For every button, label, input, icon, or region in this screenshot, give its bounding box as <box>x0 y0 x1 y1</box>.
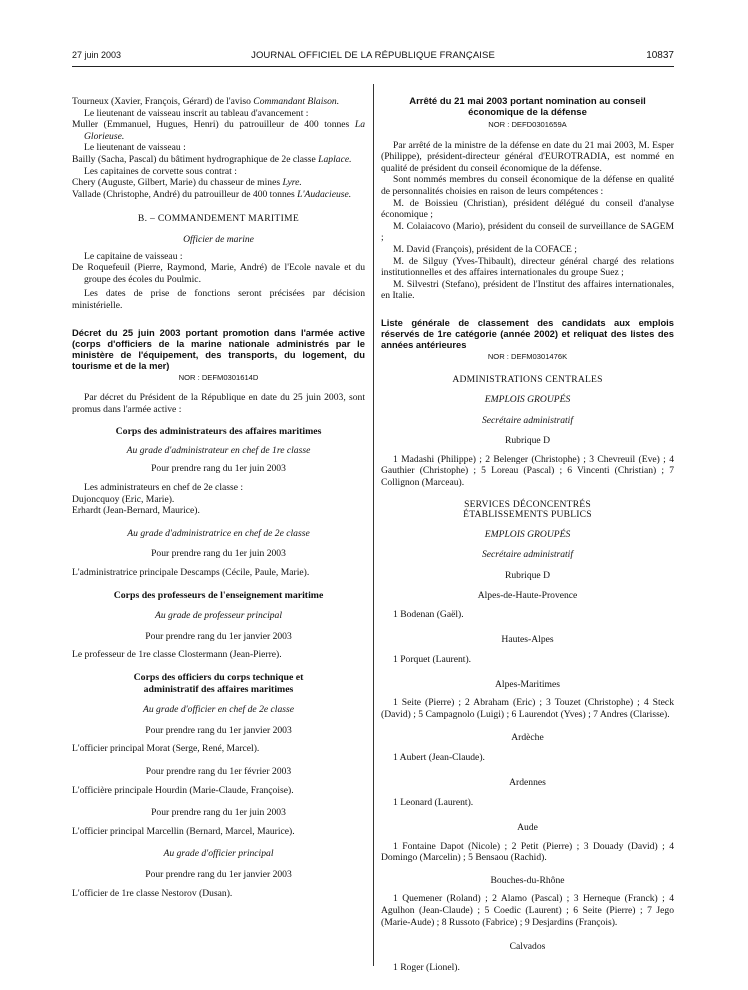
secretaire-admin-1: Secrétaire administratif <box>481 414 574 426</box>
corps-officiers-heading: Corps des officiers du corps technique et administratif des affaires maritimes <box>133 672 304 695</box>
rubrique-d-1: Rubrique D <box>504 435 551 447</box>
list-alpes-haute-provence: 1 Bodenan (Gaël). <box>393 609 464 621</box>
entry-nestorov: L'officier de 1re classe Nestorov (Dusan). <box>72 887 233 899</box>
entry-roquefeuil: De Roquefeuil (Pierre, Raymond, Marie, André) de l'Ecole navale et du groupe des écoles du Poulmic. <box>72 262 365 285</box>
liste-title: Liste générale de classement des candidats aux emplois réservés de 1re catégorie (année 2002) et reliquat des listes des années antérieures <box>381 316 674 350</box>
sont-nommes: Sont nommés membres du conseil économique de la défense en qualité de personnalités choisies en raison de leurs compétences : <box>381 174 674 197</box>
services-deconcentres-heading: SERVICES DÉCONCENTRÉS <box>464 498 591 510</box>
list-bouches-du-rhone: 1 Quemener (Roland) ; 2 Alamo (Pascal) ; 3 Herneque (Franck) ; 4 Agulhon (Jean-Claude) ; 5 Coedic (Laurent) ; 6 Seite (Pierre) ; 7 Jego (Marie-Aude) ; 8 Russoto (Fabrice) ; 9 Desjardins (François). <box>381 893 674 928</box>
rang-juin-1: Pour prendre rang du 1er juin 2003 <box>151 463 286 475</box>
dept-hautes-alpes: Hautes-Alpes <box>501 633 554 645</box>
member-silvestri: M. Silvestri (Stefano), président de l'Institut des affaires internationales, en Italie. <box>381 278 674 302</box>
arrete-title: Arrêté du 21 mai 2003 portant nomination au conseil économique de la défense <box>409 96 646 118</box>
decret-title: Décret du 25 juin 2003 portant promotion dans l'armée active (corps d'officiers de la marine nationale administrés par le ministère de l'équipement, des transports, du logement, du tourisme et de la mer) <box>72 326 365 371</box>
header-rule <box>72 66 674 67</box>
list-calvados: 1 Roger (Lionel). <box>393 961 460 973</box>
list-aude: 1 Fontaine Dapot (Nicole) ; 2 Petit (Pierre) ; 3 Douady (David) ; 4 Domingo (Marcelin) ; 5 Bensaou (Rachid). <box>381 840 674 864</box>
entry-chery: Chery (Auguste, Gilbert, Marie) du chasseur de mines Lyre. <box>72 177 302 189</box>
entry-tourneux: Tourneux (Xavier, François, Gérard) de l'aviso Commandant Blaison. <box>72 96 340 107</box>
member-silguy: M. de Silguy (Yves-Thibault), directeur général chargé des relations institutionnelles et des affaires internationales du groupe Suez ; <box>381 255 674 279</box>
emplois-groupes-2: EMPLOIS GROUPÉS <box>484 528 571 540</box>
entry-bailly: Bailly (Sacha, Pascal) du bâtiment hydrographique de 2e classe Laplace. <box>72 153 352 165</box>
dept-alpes-maritimes: Alpes-Maritimes <box>494 678 560 690</box>
page-number: 10837 <box>646 50 674 61</box>
rang-janvier-3: Pour prendre rang du 1er janvier 2003 <box>145 868 292 880</box>
emplois-groupes-1: EMPLOIS GROUPÉS <box>484 394 571 406</box>
grade-admin-1re: Au grade d'administrateur en chef de 1re classe <box>126 444 311 456</box>
list-ardeche: 1 Aubert (Jean-Claude). <box>393 752 485 764</box>
entry-vallade: Vallade (Christophe, André) du patrouilleur de 400 tonnes L'Audacieuse. <box>72 188 352 200</box>
dept-ardeche: Ardèche <box>511 731 544 743</box>
grade-officier-chef: Au grade d'officier en chef de 2e classe <box>143 704 294 716</box>
entry-erhardt: Erhardt (Jean-Bernard, Maurice). <box>72 505 200 517</box>
dept-calvados: Calvados <box>509 941 546 953</box>
label-lieutenant-avancement: Le lieutenant de vaisseau inscrit au tableau d'avancement : <box>84 107 309 119</box>
dates-prise-fonctions: Les dates de prise de fonctions seront précisées par décision ministérielle. <box>72 288 365 311</box>
member-boissieu: M. de Boissieu (Christian), président délégué du conseil d'analyse économique ; <box>381 197 674 221</box>
dept-ardennes: Ardennes <box>509 776 546 788</box>
member-david: M. David (François), président de la COFACE ; <box>393 243 577 255</box>
list-alpes-maritimes: 1 Seite (Pierre) ; 2 Abraham (Eric) ; 3 Touzet (Christophe) ; 4 Steck (David) ; 5 Campagnolo (Luigi) ; 6 Laurendot (Yves) ; 7 Andres (Clarisse). <box>381 697 674 720</box>
rubrique-d-2: Rubrique D <box>504 569 551 581</box>
right-column <box>381 96 674 973</box>
entry-muller: Muller (Emmanuel, Hugues, Henri) du patrouilleur de 400 tonnes La Glorieuse. <box>72 119 365 142</box>
member-colaiacovo: M. Colaiacovo (Mario), président du conseil de surveillance de SAGEM ; <box>381 220 674 244</box>
rang-janvier-2: Pour prendre rang du 1er janvier 2003 <box>145 724 292 736</box>
page-header <box>72 50 674 64</box>
list-hautes-alpes: 1 Porquet (Laurent). <box>393 654 472 666</box>
dept-bouches-du-rhone: Bouches-du-Rhône <box>490 874 565 886</box>
grade-officier-principal: Au grade d'officier principal <box>163 848 274 860</box>
entry-descamps: L'administratrice principale Descamps (Cécile, Paule, Marie). <box>72 567 310 579</box>
rang-juin-3: Pour prendre rang du 1er juin 2003 <box>151 807 286 819</box>
arrete-paragraph: Par arrêté de la ministre de la défense en date du 21 mai 2003, M. Esper (Philippe), président-directeur général d'EUROTRADIA, est nommé en qualité de président du conseil économique de la défense. <box>381 139 674 174</box>
section-heading-b: B. – COMMANDEMENT MARITIME <box>137 213 300 225</box>
grade-professeur: Au grade de professeur principal <box>154 610 282 622</box>
dept-aude: Aude <box>517 821 538 833</box>
label-capitaine-vaisseau: Le capitaine de vaisseau : <box>84 250 183 262</box>
list-centrales: 1 Madashi (Philippe) ; 2 Belenger (Christophe) ; 3 Chevreuil (Eve) ; 4 Gauthier (Christophe) ; 5 Loreau (Pascal) ; 6 Vincenti (Christian) ; 7 Collignon (Marceau). <box>381 453 674 489</box>
decret-nor: NOR : DEFM0301614D <box>178 372 259 382</box>
entry-hourdin: L'officière principale Hourdin (Marie-Claude, Françoise). <box>72 784 294 796</box>
corps-administrateurs-heading: Corps des administrateurs des affaires maritimes <box>115 426 322 438</box>
dept-alpes-haute-provence: Alpes-de-Haute-Provence <box>477 590 578 602</box>
entry-morat: L'officier principal Morat (Serge, René, Marcel). <box>72 743 260 755</box>
corps-professeurs-heading: Corps des professeurs de l'enseignement maritime <box>113 589 324 601</box>
list-ardennes: 1 Leonard (Laurent). <box>393 797 474 809</box>
secretaire-admin-2: Secrétaire administratif <box>481 549 574 561</box>
rang-juin-2: Pour prendre rang du 1er juin 2003 <box>151 548 286 560</box>
label-admins-2e: Les administrateurs en chef de 2e classe : <box>84 482 244 494</box>
etablissements-publics-heading: ÉTABLISSEMENTS PUBLICS <box>463 508 592 520</box>
label-capitaines-corvette: Les capitaines de corvette sous contrat : <box>84 165 237 177</box>
admin-centrales-heading: ADMINISTRATIONS CENTRALES <box>452 373 603 385</box>
header-date: 27 juin 2003 <box>72 50 122 60</box>
journal-title: JOURNAL OFFICIEL DE LA RÉPUBLIQUE FRANÇAISE <box>251 50 495 61</box>
rang-fevrier: Pour prendre rang du 1er février 2003 <box>145 765 292 777</box>
grade-admin-2e: Au grade d'administratrice en chef de 2e classe <box>127 527 310 539</box>
liste-nor: NOR : DEFM0301476K <box>487 351 568 361</box>
entry-marcellin: L'officier principal Marcellin (Bernard, Marcel, Maurice). <box>72 825 295 837</box>
entry-clostermann: Le professeur de 1re classe Clostermann (Jean-Pierre). <box>72 649 282 661</box>
entry-dujoncquoy: Dujoncquoy (Eric, Marie). <box>72 493 175 505</box>
decret-paragraph: Par décret du Président de la République en date du 25 juin 2003, sont promus dans l'armée active : <box>72 392 365 415</box>
left-column <box>72 96 365 899</box>
officier-marine-heading: Officier de marine <box>183 233 254 245</box>
label-lieutenant: Le lieutenant de vaisseau : <box>84 142 186 154</box>
arrete-nor: NOR : DEFD0301659A <box>488 120 567 129</box>
column-divider <box>373 84 374 966</box>
rang-janvier-1: Pour prendre rang du 1er janvier 2003 <box>145 630 292 642</box>
